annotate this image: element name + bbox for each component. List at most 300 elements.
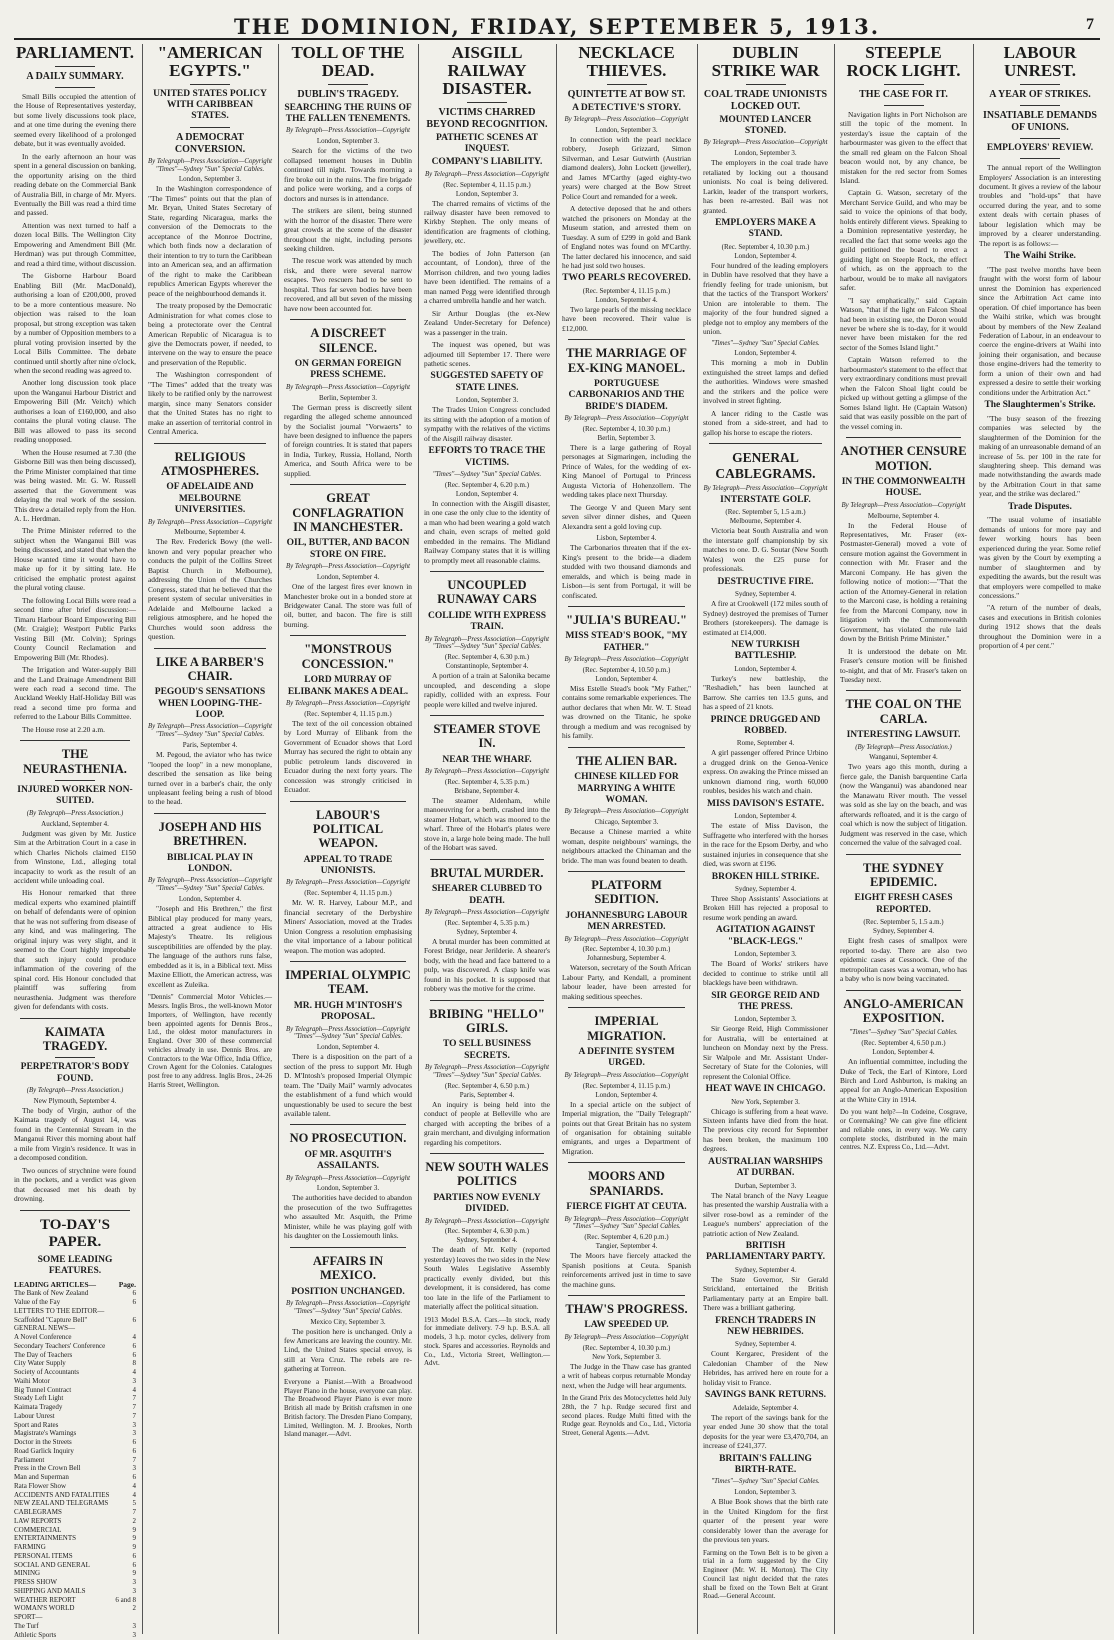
contents-item-page: 6 (132, 1341, 136, 1350)
column-5 (562, 44, 691, 1634)
dateline: Brisbane, September 4. (454, 787, 520, 795)
dateline: New York, September 3. (592, 1352, 661, 1361)
subheadline: COLLIDE WITH EXPRESS TRAIN. (427, 610, 547, 633)
contents-item-title: City Water Supply (14, 1359, 66, 1368)
article-paragraph: His Honour remarked that three medical experts who examined plaintiff on behalf of defendants were of opinion that he was not suffering from disease of any kind, and was malingering. The original injury was very slight, and it seemed to the Court highly improbable that such injury could produce inflammation of the covering of the spinal cord. His Honour concluded that plaintiff was suffering from neurasthenia. Judgment was therefore given for defendants with costs. (14, 888, 136, 1012)
contents-item-title: Value of the Fay (14, 1298, 61, 1306)
dateline: (Rec. September 4, 10.30 p.m.) (582, 1343, 671, 1352)
dateline: (Rec. September 4, 10.30 p.m.) (582, 424, 671, 433)
contents-item (14, 1412, 136, 1421)
article-paragraph: In the Federal House of Representatives, Mr. Fraser (ex-Postmaster-General) moved a vote of censure motion against the Government in connection with Mr. Fraser and the Marconi Company. He has given the following notice of motion:—"That the action of the Attorney-General in relation to the Marconi case, is holding a retaining fee from the Marconi Company, now in litigation with the Commonwealth Government, has violated the rule laid down by the British Prime Minister." (840, 520, 967, 644)
subheadline: INTERSTATE GOLF. (720, 495, 811, 506)
headline: STEEPLE ROCK LIGHT. (846, 43, 961, 80)
article-paragraph: In connection with the Aisgill disaster, in one case the only clue to the identity of a man who had been wearing a gold watch and chain, even scraps of melted gold embedded in the remains. The Midland Railway Company states that it is willing to promptly meet all reasonable claims. (424, 498, 551, 565)
subheadline: FRENCH TRADERS IN NEW HEBRIDES. (715, 1315, 816, 1338)
headline: THE ALIEN BAR. (575, 753, 678, 768)
headline: ANOTHER CENSURE MOTION. (840, 444, 967, 473)
subheadline: NEW TURKISH BATTLESHIP. (731, 640, 800, 662)
contents-item (14, 1613, 136, 1622)
headline: GENERAL CABLEGRAMS. (715, 450, 816, 481)
dateline: London, September 3. (734, 1488, 797, 1497)
headline: AISGILL RAILWAY DISASTER. (442, 43, 532, 98)
article-paragraph: Two large pearls of the missing necklace have been recovered. Their value is £12,000. (562, 304, 691, 333)
credit-line: By Telegraph—Press Association—Copyright (703, 485, 828, 493)
credit-line: By Telegraph—Press Association—Copyright "Times"—Sydney "Sun" Special Cables. (425, 635, 549, 651)
contents-item (14, 1377, 136, 1386)
credit-line: By Telegraph—Press Association—Copyright (425, 170, 549, 178)
headline: "AMERICAN EGYPTS." (157, 43, 263, 80)
subheadline: TWO PEARLS RECOVERED. (562, 273, 691, 284)
credit-line: By Telegraph—Press Association—Copyright (148, 518, 272, 526)
article-paragraph: There is a disposition on the part of a section of the press to support Mr. Hugh D. M'Intosh's proposed Imperial Olympic team. The "Daily Mail" warmly advocates the establishment of a fund which would unquestionably be used to secure the best available talent. (284, 1052, 412, 1118)
subheadline: BROKEN HILL STRIKE. (711, 871, 820, 882)
dateline: (Rec. September 4, 11.15 p.m.) (304, 709, 392, 718)
subheadline: LAW SPEEDED UP. (584, 1320, 669, 1331)
subheadline: SUGGESTED SAFETY OF STATE LINES. (430, 371, 544, 393)
subheadline: SEARCHING THE RUINS OF THE FALLEN TENEMENTS. (284, 102, 412, 125)
contents-item-title: NEW ZEALAND TELEGRAMS (14, 1499, 109, 1508)
article-paragraph: It is understood the debate on Mr. Fraser's censure motion will be finished to-night, and that of Mr. Fraser's taken on Tuesday next. (840, 646, 967, 684)
dateline: (Rec. September 4, 6.50 p.m.) (444, 1081, 530, 1090)
contents-item-title: The Day of Teachers (14, 1350, 73, 1359)
subheadline: VICTIMS CHARRED BEYOND RECOGNITION. (426, 106, 548, 130)
column-6 (703, 44, 828, 1634)
column-rule (556, 44, 557, 1634)
contents-item-title: Waihi Motor (14, 1376, 50, 1385)
subheadline: OIL, BUTTER, AND BACON STORE ON FIRE. (286, 538, 410, 560)
contents-item (14, 1561, 136, 1570)
contents-item-title: Kaimata Tragedy (14, 1403, 63, 1411)
contents-item-page: 6 (132, 1551, 136, 1560)
contents-item-page: 7 (132, 1455, 136, 1464)
credit-line: By Telegraph—Press Association—Copyright (425, 1217, 549, 1225)
subheadline: LORD MURRAY OF ELIBANK MAKES A DEAL. (287, 675, 409, 697)
dateline: Paris, September 4. (459, 1090, 515, 1099)
contents-item-page: 7 (132, 1403, 136, 1411)
headline: LABOUR'S POLITICAL WEAPON. (312, 807, 384, 851)
subheadline: DUBLIN'S TRAGEDY. (297, 88, 399, 100)
contents-item (14, 1534, 136, 1543)
subheadline: THE CASE FOR IT. (859, 88, 948, 100)
article-paragraph: In the Washington correspondence of "The Times" points out that the plan of Mr. Bryan, United States Secretary of State, regarding Nicaragua, marks the conversion of the Democrats to the acceptance of the Monroe Doctrine, which both finds now a declaration of their intention to try to turn the Caribbean into an American sea, and an affirmation of the right to make the Caribbean republics American Egypts wherever the peace of the neighbourhood demands it. (148, 184, 272, 298)
headline: ANGLO-AMERICAN EXPOSITION. (843, 996, 964, 1025)
article-paragraph: The House rose at 2.20 a.m. (22, 724, 105, 734)
contents-item-page: 3 (132, 1630, 136, 1639)
dateline: London, September 4. (178, 895, 242, 904)
dateline: (Rec. September 4, 11.15 p.m.) (582, 286, 671, 295)
column-8 (979, 44, 1101, 1634)
subheadline: POSITION UNCHANGED. (291, 1286, 405, 1297)
contents-item-title: Scaffolded "Capture Bell" (14, 1315, 88, 1324)
contents-item (14, 1587, 136, 1596)
credit-line: By Telegraph—Press Association—Copyright "Times"—Sydney "Sun" Special Cables. (286, 1025, 410, 1041)
headline: MOORS AND SPANIARDS. (588, 1169, 665, 1198)
contents-item (14, 1464, 136, 1473)
subheadline: DESTRUCTIVE FIRE. (717, 576, 814, 587)
article-paragraph: "I say emphatically," said Captain Watson, "that if the light on Falcon Shoal had been in existing use, the Doron would never be where she is to-day, for it would never have been mistaken for the red sector of the Somes Island light." (840, 295, 967, 352)
article-paragraph: Judgment was given by Mr. Justice Sim at the Arbitration Court in a case in which Charles Nichols claimed £150 from Winstone, Ltd., alleging total incapacity to work as the result of an accident while unloading coal. (14, 828, 136, 885)
contents-item (14, 1508, 136, 1517)
subheadline: INTERESTING LAWSUIT. (846, 730, 961, 741)
credit-line: By Telegraph—Press Association—Copyright (841, 501, 966, 509)
article-paragraph: The authorities have decided to abandon the prosecution of the two Suffragettes who assaulted Mr. Asquith, the Prime Minister, while he was playing golf with his daughter on the Lossiemouth links. (284, 1193, 412, 1241)
credit-line: By Telegraph—Press Association—Copyright (425, 768, 549, 776)
contents-item-title: ACCIDENTS AND FATALITIES (14, 1490, 110, 1499)
article-paragraph: In the early afternoon an hour was spent in a general discussion on banking, the opportunity arising on the third reading debate on the Commercial Bank of Australia Bill, in charge of Mr. Myers. Eventually the Bill was read a third time and passed. (14, 151, 136, 218)
subheadline: SOME LEADING FEATURES. (37, 1255, 113, 1277)
contents-item (14, 1569, 136, 1578)
contents-item-page: 6 (132, 1289, 136, 1298)
article-paragraph: Victoria beat South Australia and won the interstate golf championship by six matches to one. D. G. Soutar (New South Wales) won the £25 purse for professionals. (703, 526, 828, 574)
contents-item (14, 1543, 136, 1552)
dateline: Mexico City, September 3. (310, 1317, 386, 1326)
subheadline: A DEMOCRAT CONVERSION. (174, 131, 246, 155)
contents-item-title: COMMERCIAL (14, 1525, 62, 1534)
contents-item-title: Athletic Sports (14, 1630, 57, 1639)
subheadline: UNITED STATES POLICY WITH CARIBBEAN STATES. (153, 88, 267, 122)
article-paragraph: The Moors have fiercely attacked the Spanish positions at Ceuta. Spanish reinforcements arrived just in time to save the machine guns. (562, 1251, 691, 1289)
article-paragraph: Miss Estelle Stead's book "My Father," contains some remarkable experiences. The author declares that when Mr. W. T. Stead was drowned on the Titanic, he spoke through a medium and was recognised by his family. (562, 683, 691, 741)
dateline: Lisbon, September 4. (596, 534, 657, 543)
contents-item-page: 3 (132, 1586, 136, 1595)
article-paragraph: Chicago is suffering from a heat wave. Sixteen infants have died from the heat. The previous city record for September has been broken, the maximum 100 degrees. (703, 1106, 828, 1154)
column-rule (834, 44, 835, 1634)
contents-item-title: Road Garlick Inquiry (14, 1446, 74, 1455)
article-paragraph: The body of Virgin, author of the Kaimata tragedy of August 14, was found in the Centennial Stream in the Manganui River this morning about half a mile from Virgin's residence. It was in a decomposed condition. (14, 1105, 136, 1163)
contents-item-page: 3 (132, 1464, 136, 1473)
credit-line: By Telegraph—Press Association—Copyright (564, 1071, 689, 1079)
advertisement: In the Grand Prix des Motocyclettes held July 28th, the 7 h.p. Rudge secured first and second places. Rudge Multi fitted with the Rudge gear. Reynolds and Co., Ltd., Victoria Street, General Agents.—Advt. (562, 1394, 691, 1438)
contents-item (14, 1386, 136, 1395)
contents-item-page: 2 (132, 1516, 136, 1525)
credit-line: "Times"—Sydney "Sun" Special Cables. (849, 1029, 958, 1037)
contents-item-title: Steady Left Light (14, 1394, 64, 1403)
contents-item (14, 1324, 136, 1333)
credit-line: By Telegraph—Press Association—Copyright "Times"—Sydney "Sun" Special Cables. (564, 1215, 689, 1231)
subheadline: HEAT WAVE IN CHICAGO. (705, 1084, 826, 1095)
subheadline: BRITAIN'S FALLING BIRTH-RATE. (719, 1453, 812, 1475)
article-paragraph: Three Shop Assistants' Associations at Broken Hill has rejected a proposal to resume work pending an award. (703, 893, 828, 922)
advertisement: "Dennis" Commercial Motor Vehicles.—Messrs. Inglis Bros., the well-known Motor Importers, of Wellington, have recently been appointed agents for Dennis Bros., Ltd., the oldest motor manufacturers in England. Over 300 of these commercial vehicles already in use. Dennis Bros. are Contractors to the War Office, India Office, Crown Agent for the Colonies. Catalogues post free to any address. Inglis Bros., 24-26 Harris Street, Wellington. (148, 993, 272, 1089)
credit-line: "Times"—Sydney "Sun" Special Cables. (432, 470, 542, 478)
headline: BRUTAL MURDER. (430, 865, 544, 880)
subheadline: MR. HUGH M'INTOSH'S PROPOSAL. (293, 1000, 403, 1023)
credit-line: (By Telegraph—Press Association.) (26, 1087, 124, 1095)
subheadline: A DAILY SUMMARY. (26, 70, 124, 82)
headline: A DISCREET SILENCE. (310, 326, 386, 355)
dateline: London, September 4. (595, 1090, 658, 1099)
subheadline: PEGOUD'S SENSATIONS WHEN LOOPING-THE-LOOP. (154, 687, 266, 721)
subheadline: SAVINGS BANK RETURNS. (705, 1390, 826, 1401)
contents-item (14, 1447, 136, 1456)
subheadline: A DEFINITE SYSTEM URGED. (578, 1047, 675, 1069)
headline: THAW'S PROGRESS. (565, 1302, 688, 1317)
article-paragraph: "The busy season of the freezing companies was selected by the slaughtermen of the Dominion for the making of an unreasonable demand of an increase of 5s. per 100 in the rate for slaughtering sheep. This demand was made notwithstanding the awards made by the Arbitration Court in that same year, and the strike was declared." (979, 413, 1101, 499)
dateline: London, September 4. (595, 674, 658, 683)
subheadline: INSATIABLE DEMANDS OF UNIONS. (982, 109, 1097, 133)
article-paragraph: The Trades Union Congress concluded its sitting with the adoption of a motion of sympathy with the relatives of the victims of the Aisgill railway disaster. (424, 405, 550, 443)
contents-item-page: 7 (132, 1411, 136, 1420)
subheadline: QUINTETTE AT BOW ST. (567, 88, 686, 100)
article-paragraph: The rescue work was attended by much risk, and there were several narrow escapes. Two rescuers had to be sent to hospital. Thus far seven bodies have been recovered, and all but seven of the missing have now been accounted for. (284, 256, 412, 313)
article-paragraph: The steamer Aldenham, while manoeuvring for a berth, crashed into the steamer Hobart, which was moored to the wharf. Three of the Hobart's plates were stove in, a large hole being made. The hull of the Hobart was saved. (424, 796, 550, 853)
newspaper-title: THE DOMINION, FRIDAY, SEPTEMBER 5, 1913. (233, 14, 881, 39)
contents-item-page: 4 (132, 1481, 136, 1490)
column-rule (973, 44, 974, 1634)
dateline: Sydney, September 4. (735, 884, 796, 893)
contents-item (14, 1526, 136, 1535)
headline: NO PROSECUTION. (289, 1131, 407, 1146)
article-paragraph: The bodies of John Patterson (an accountant, of London), three of the Morrison children, and two young ladies have been identified. The remains of a man named Pegg were identified through a charred umbrella handle and her watch. (424, 248, 550, 306)
subheadline: COMPANY'S LIABILITY. (431, 157, 543, 168)
dateline: London, September 4. (316, 1043, 380, 1052)
credit-line: By Telegraph—Press Association—Copyright (286, 879, 410, 887)
article-paragraph: The Irrigation and Water-supply Bill and the Land Drainage Amendment Bill were each read a second time. The Auckland Weekly Half-Holiday Bill was read a second time pro forma and referred to the Labour Bills Committee. (14, 665, 136, 722)
dateline: Tangier, September 4. (595, 1242, 658, 1251)
column-7 (840, 44, 967, 1634)
article-paragraph: The Board of Works' strikers have decided to continue to strike until all blacklegs have been withdrawn. (703, 959, 828, 988)
contents-item (14, 1622, 136, 1631)
contents-item (14, 1604, 136, 1613)
column-rule (278, 44, 279, 1634)
column-4 (424, 44, 550, 1634)
advertisement: Everyone a Pianist.—With a Broadwood Player Piano in the house, everyone can play. The Broadwood Player Piano is ever more British all made by British craftsmen in one British factory. The Dresden Piano Company, Limited, Wellington. M. J. Brookes, North Island manager.—Advt. (284, 1377, 412, 1439)
dateline: (Rec. September 4, 11.15 p.m.) (443, 180, 531, 189)
dateline: London, September 3. (455, 396, 519, 405)
credit-line: By Telegraph—Press Association—Copyright (425, 908, 549, 916)
headline: LABOUR UNREST. (1003, 43, 1077, 80)
contents-item (14, 1499, 136, 1508)
article-paragraph: "Joseph and His Brethren," the first Biblical play produced for many years, attracted a great audience to His Majesty's Theatre. Its religious susceptibilities are offended by the play. The language of the authors runs false, embedded as it is, in a Biblical text. Miss Maxine Elliott, the American actress, was excellent as Zuleika. (148, 904, 272, 989)
contents-item-title: CABLEGRAMS (14, 1508, 62, 1516)
subheadline: BRITISH PARLIAMENTARY PARTY. (706, 1240, 825, 1263)
subheadline: FIERCE FIGHT AT CEUTA. (566, 1202, 687, 1213)
contents-item-title: SOCIAL AND GENERAL (14, 1560, 90, 1569)
article-paragraph: Sir George Reid, High Commissioner for Australia, will be entertained at luncheon on Monday next by the Press. Sir Walpole and Mr. Assistant Under-Secretary of State for the Colonies, will represent the Colonial Office. (703, 1024, 828, 1081)
subheadline: EIGHT FRESH CASES REPORTED. (854, 893, 953, 915)
article-paragraph: The position here is unchanged. Only a few Americans are leaving the country. Mr. Lind, the United States special envoy, is still at Vera Cruz. The rebels are re-gathering at Torreon. (284, 1326, 412, 1374)
contents-item-title: Parliament (14, 1455, 45, 1464)
credit-line: "Times"—Sydney "Sun" Special Cables. (711, 339, 820, 347)
contents-item (14, 1578, 136, 1587)
article-paragraph: A lancer riding to the Castle was stoned from a side-street, and had to gallop his horse to escape the rioters. (703, 408, 828, 437)
contents-item (14, 1403, 136, 1412)
subheadline: NEAR THE WHARF. (442, 754, 532, 765)
dateline: (Rec. September 4, 6.20 p.m.) (584, 1233, 669, 1242)
contents-item-page: 4 (132, 1385, 136, 1394)
subheadline: ON GERMAN FOREIGN PRESS SCHEME. (294, 359, 402, 381)
dateline: Sydney, September 4. (873, 927, 934, 936)
article-paragraph: Two ounces of strychnine were found in the pockets, and a verdict was given that deceased met his death by drowning. (14, 1165, 136, 1204)
article-paragraph: A portion of a train at Salonika became uncoupled, and descending a slope rapidly, collided with an express. Four people were killed and twelve injured. (424, 671, 550, 709)
headline: IMPERIAL MIGRATION. (587, 1014, 666, 1043)
article-paragraph: There is a large gathering of Royal personages at Sigmaringen, including the Prince of Wales, for the wedding of ex-King Manoel of Portugal to Princess Augusta Victoria of Hohenzollern. The wedding takes place next Thursday. (562, 442, 691, 500)
article-paragraph: The estate of Miss Davison, the Suffragette who interfered with the horses in the race for the Epsom Derby, and who sustained injuries in consequence that she died, was sworn at £196. (703, 821, 828, 869)
dateline: Durban, September 3. (734, 1181, 797, 1190)
contents-item-title: The Turf (14, 1621, 39, 1630)
headline: THE COAL ON THE CARLA. (845, 697, 962, 726)
article-paragraph: An inquiry is being held into the conduct of people at Belleville who are charged with accepting the bribes of a grain merchant, and divulging information regarding his competitors. (424, 1099, 550, 1147)
dateline: Sydney, September 4. (456, 927, 518, 936)
headline: "MONSTROUS CONCESSION." (301, 642, 395, 671)
article-paragraph: Count Kergarec, President of the Caledonian Chamber of the New Hebrides, has arrived here en route for a holiday visit to France. (703, 1349, 828, 1387)
subheadline: JOHANNESBURG LABOUR MEN ARRESTED. (565, 910, 688, 933)
contents-item-title: Rata Flower Show (14, 1481, 67, 1490)
credit-line: By Telegraph—Press Association—Copyright (564, 808, 689, 816)
column-1 (14, 43, 136, 1639)
article-paragraph: Search for the victims of the two collapsed tenement houses in Dublin continued till night. Towards morning a fire broke out in the ruins. The fire brigade and police were working, and a corps of doctors and nurses is in attendance. (284, 146, 412, 203)
headline: STEAMER STOVE IN. (433, 722, 541, 751)
headline: LIKE A BARBER'S CHAIR. (156, 654, 264, 683)
dateline: London, September 3. (178, 175, 242, 184)
article-paragraph: The Carbonarios threaten that if the ex-King's present to the bride—a diadem studded with two thousand diamonds and emeralds, and which is being made in Lisbon—is sent from Portugal, it will be confiscated. (562, 543, 691, 600)
dateline: Chicago, September 3. (594, 818, 659, 827)
article-paragraph: Turkey's new battleship, the "Reshadieh," has been launched at Barrow. She carries ten 13.5 guns, and has a speed of 21 knots. (703, 673, 828, 712)
credit-line: By Telegraph—Press Association—Copyright "Times"—Sydney "Sun" Special Cables. (286, 1299, 410, 1315)
dateline: Melbourne, September 4. (867, 511, 940, 520)
article-paragraph: Mr. W. R. Harvey, Labour M.P., and financial secretary of the Derbyshire Miners' Association, moved at the Trades Union Congress a resolution emphasising the vital importance of a labour political weapon. The motion was adopted. (284, 898, 412, 955)
headline: NECKLACE THIEVES. (578, 43, 675, 80)
credit-line: By Telegraph—Press Association—Copyright "Times"—Sydney "Sun" Special Cables. (148, 723, 272, 739)
advertisement: Farming on the Town Belt is to be given a trial in a form suggested by the City Engineer (Mr. W. H. Morton). The City Council last night decided that the rates shall be fixed on the Town Belt at Grant Road.—General Account. (703, 1548, 828, 1601)
article-paragraph: The text of the oil concession obtained by Lord Murray of Elibank from the Government of Ecuador shows that Lord Murray has secured the right to obtain any public petroleum lands discovered in Ecuador during the next forty years. The concession was strongly criticised in Ecuador. (284, 718, 412, 795)
subheadline: CHINESE KILLED FOR MARRYING A WHITE WOMAN. (574, 772, 679, 805)
contents-item-title: GENERAL NEWS— (14, 1324, 75, 1333)
subheadline: BIBLICAL PLAY IN LONDON. (167, 852, 253, 875)
dateline: Constantinople, September 4. (445, 662, 529, 671)
dateline: London, September 3. (734, 950, 797, 959)
subheadline: EMPLOYERS MAKE A STAND. (715, 218, 816, 240)
dateline: London, September 3. (316, 1184, 380, 1193)
article-paragraph: Because a Chinese married a white woman, despite neighbours' warnings, the neighbours attacked the Chinaman and the bride. The man was found beaten to death. (562, 827, 691, 865)
dateline: (Rec. September 4, 11.15 p.m.) (582, 1081, 671, 1090)
contents-item-title: PRESS SHOW (14, 1578, 57, 1586)
credit-line: "Times"—Sydney "Sun" Special Cables. (711, 1478, 820, 1486)
contents-item-page: 4 (132, 1333, 136, 1341)
contents-item-title: Big Tunnel Contract (14, 1385, 72, 1394)
contents-item (14, 1421, 136, 1430)
credit-line: By Telegraph—Press Association—Copyright (564, 1333, 689, 1341)
headline: DUBLIN STRIKE WAR (711, 43, 820, 80)
article-paragraph: Sir Arthur Douglas (the ex-New Zealand Under-Secretary for Defence) was a passenger in the train. (424, 308, 550, 337)
contents-item-title: Society of Accountants (14, 1368, 79, 1376)
credit-line: By Telegraph—Press Association—Copyright (286, 563, 410, 571)
contents-item (14, 1552, 136, 1561)
contents-item (14, 1596, 136, 1605)
contents-header: LEADING ARTICLES— Page. (14, 1279, 136, 1289)
dateline: (Rec. September 4, 5.35 p.m.) (444, 778, 530, 786)
article-paragraph: The treaty proposed by the Democratic Administration for what comes close to being a protectorate over the Central American Republic of Nicaragua is to give the Democrats power, if needed, to intervene on the way to ensure the peace and preservation of the Republic. (148, 301, 272, 367)
dateline: London, September 3. (316, 137, 380, 146)
headline: NEW SOUTH WALES POLITICS (425, 1160, 549, 1189)
dateline: (Rec. September 4, 5.35 p.m.) (444, 918, 530, 927)
article-paragraph: The death of Mr. Kelly (reported yesterday) leaves the two sides in the New South Wales Legislative Assembly practically evenly divided, but this development, it is considered, has come too late in the life of the Parliament to materially affect the political situation. (424, 1245, 550, 1312)
contents-item-title: Sport and Rates (14, 1420, 59, 1429)
contents-item (14, 1482, 136, 1491)
contents-item-title: The Bank of New Zealand (14, 1289, 89, 1298)
article-paragraph: A fire at Crookwell (172 miles south of Sydney) destroyed the premises of Turner Brothers (storekeepers). The damage is estimated at £14,000. (703, 599, 828, 637)
article-paragraph: The State Governor, Sir Gerald Strickland, entertained the British Parliamentary party at an Empire ball. There was a brilliant gathering. (703, 1274, 828, 1313)
credit-line: By Telegraph—Press Association—Copyright (703, 139, 828, 147)
contents-item (14, 1359, 136, 1368)
subheadline: INJURED WORKER NON-SUITED. (17, 785, 133, 807)
subheadline: PORTUGUESE CARBONARIOS AND THE BRIDE'S DIADEM. (568, 379, 685, 412)
dateline: London, September 4. (734, 251, 797, 260)
contents-item (14, 1491, 136, 1500)
contents-item-page: 3 (132, 1621, 136, 1630)
dateline: Berlin, September 3. (597, 433, 656, 442)
article-paragraph: The Natal branch of the Navy League has presented the warship Australia with a silver rose-bowl as a reminder of the League's numbers' appreciation of the patriotic action of New Zealand. (703, 1190, 828, 1238)
subheadline: The Slaughtermen's Strike. (984, 400, 1096, 411)
advertisement: 1913 Model B.S.A. Cars.—In stock, ready for immediate delivery. 7-9 h.p. B.S.A. all models, 3 h.p. motor cycles, delivery from stock. Spares and accessories. Reynolds and Co., Ltd., Victoria Street, Wellington.—Advt. (424, 1315, 550, 1368)
article-paragraph: M. Pegoud, the aviator who has twice "looped the loop" in a new monoplane, described the sensation as like being turned over in a barber's chair, the only unpleasant feeling being a rush of blood to the head. (148, 750, 272, 807)
dateline: London, September 4. (316, 573, 380, 582)
subheadline: PRINCE DRUGGED AND ROBBED. (710, 714, 821, 737)
article-paragraph: One of the largest fires ever known in Manchester broke out in a bonded store at Bridgewater Canal. The store was full of oil, butter, and bacon. The fire is still burning. (284, 582, 412, 629)
contents-item-title: ENTERTAINMENTS (14, 1534, 77, 1543)
dateline: (Rec. September 5, 1.5 a.m.) (863, 918, 944, 927)
article-paragraph: The Judge in the Thaw case has granted a writ of habeas corpus returnable Monday next, when the Judge will hear arguments. (562, 1361, 691, 1390)
dateline: New York, September 3. (731, 1097, 800, 1106)
dateline: London, September 4. (595, 295, 658, 304)
article-paragraph: In connection with the pearl necklace robbery, Joseph Grizzard, Simon Silverman, and Lesar Gutwirth (Austrian diamond dealers), John Lockett (jeweller), and James M'Carthy (aged eighty-two years) were charged at the Bow Street Police Court and remanded for a week. (562, 134, 691, 201)
contents-item-page: 6 (132, 1446, 136, 1455)
dateline: London, September 4. (872, 1048, 935, 1057)
subheadline: PERPETRATOR'S BODY FOUND. (20, 1062, 130, 1084)
dateline: London, September 4. (455, 489, 519, 498)
contents-item-page: 5 (132, 1499, 136, 1508)
contents-item-page: 6 (132, 1298, 136, 1306)
contents-item (14, 1631, 136, 1640)
credit-line: (By Telegraph—Press Association.) (26, 809, 124, 817)
headline: AFFAIRS IN MEXICO. (312, 1253, 384, 1283)
dateline: London, September 4. (734, 349, 797, 358)
article-paragraph: Captain G. Watson, secretary of the Merchant Service Guild, and who may be said to voice the opinions of that body, holds entirely different views. Speaking to a Dominion representative yesterday, he recalled the fact that some weeks ago the guild petitioned the board to erect a guiding light on Steeple Rock, the effect of which, as on the approach to the harbour, would be to make all navigators safer. (840, 188, 967, 293)
headline: KAIMATA TRAGEDY. (42, 1024, 108, 1053)
dateline: (Rec. September 5, 1.5 a.m.) (725, 508, 806, 517)
article-paragraph: Waterson, secretary of the South African Labour Party, and Kendall, a prominent labour leader, have been arrested for making seditious speeches. (562, 963, 691, 1001)
dateline: London, September 3. (734, 149, 797, 158)
dateline: Melbourne, September 4. (729, 517, 802, 526)
column-rule (697, 44, 698, 1634)
article-paragraph: The German press is discreetly silent regarding the alleged scheme announced by the Socialist journal "Vorwaerts" to have been designed to influence the papers of foreign countries. It is stated that papers in India, Turkey, Russia, Holland, North America, and South Africa were to be supplied. (284, 402, 412, 478)
credit-line: By Telegraph—Press Association—Copyright (564, 116, 689, 124)
contents-item-title: WEATHER REPORT (14, 1595, 76, 1604)
contents-item (14, 1298, 136, 1307)
article-paragraph: Small Bills occupied the attention of the House of Representatives yesterday, but some lively discussions took place, and at one time during the evening there seemed every likelihood of a prolonged debate, but it was eventually avoided. (14, 91, 136, 149)
article-paragraph: The Prime Minister referred to the subject when the Wanganui Bill was being discussed, and stated that when the House wanted time it would have to make up for it by sitting late. He criticised the emphatic protest against the plural voting clause. (14, 526, 136, 593)
contents-item-page: 9 (132, 1534, 136, 1543)
contents-item (14, 1342, 136, 1351)
dateline: London, September 3. (734, 1015, 797, 1024)
headline: IMPERIAL OLYMPIC TEAM. (285, 968, 411, 997)
contents-item-title: LETTERS TO THE EDITOR— (14, 1306, 105, 1315)
headline: THE NEURASTHENIA. (23, 747, 127, 776)
article-paragraph: A detective deposed that he and others watched the prisoners on Monday at the Museum station, and arrested them on Tuesday. A sum of £299 in gold and Bank of England notes was found on M'Carthy. The latter declared his innocence, and said he had just sold two houses. (562, 204, 691, 270)
article-paragraph: A Blue Book shows that the birth rate in the United Kingdom for the first quarter of the present year were considerably lower than the average for the previous ten years. (703, 1497, 828, 1545)
subheadline: SHEARER CLUBBED TO DEATH. (432, 884, 542, 906)
article-paragraph: The report of the savings bank for the year ended June 30 show that the total deposits for the year were £3,470,704, an increase of £241,377. (703, 1412, 828, 1451)
dateline: (Rec. September 4, 11.15 p.m.) (304, 889, 392, 898)
dateline: New Plymouth, September 4. (33, 1096, 117, 1105)
contents-item-title: Magistrate's Warnings (14, 1429, 77, 1438)
contents-item-title: A Novel Conference (14, 1333, 72, 1341)
headline: BRIBING "HELLO" GIRLS. (429, 1006, 545, 1035)
contents-item (14, 1351, 136, 1360)
masthead-rule (14, 38, 1100, 40)
subheadline: MOUNTED LANCER STONED. (719, 114, 812, 137)
contents-item (14, 1438, 136, 1447)
